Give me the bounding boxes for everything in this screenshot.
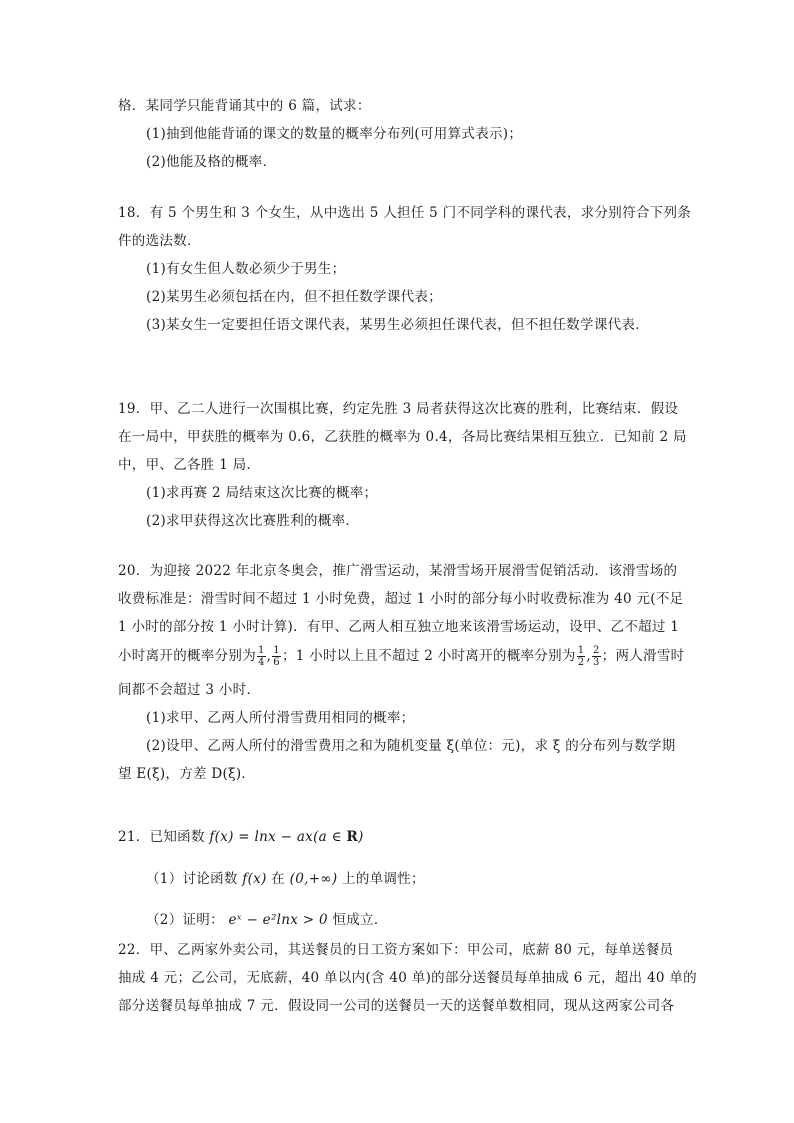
q21-part1-interval: (0,+∞) bbox=[289, 871, 338, 887]
q20-part2: (2)设甲、乙两人所付的滑雪费用之和为随机变量 ξ(单位：元)，求 ξ 的分布列与数学期 bbox=[146, 738, 676, 754]
q21-part2-text-a: （2）证明： bbox=[146, 912, 224, 928]
fraction-1-6 bbox=[272, 645, 281, 668]
q17-part1: (1)抽到他能背诵的课文的数量的概率分布列(可用算式表示)； bbox=[146, 126, 523, 142]
q17-intro: 格．某同学只能背诵其中的 6 篇，试求： bbox=[118, 98, 371, 114]
frac-numerator: 1 bbox=[577, 645, 585, 656]
q19-part2: (2)求甲获得这次比赛胜利的概率． bbox=[146, 513, 360, 529]
frac-denominator: 4 bbox=[258, 657, 265, 668]
q19-part1: (1)求再赛 2 局结束这次比赛的概率； bbox=[146, 485, 378, 501]
q20-line2: 收费标准是：滑雪时间不超过 1 小时免费，超过 1 小时的部分每小时收费标准为 40 元(不足 bbox=[118, 591, 684, 607]
q19-line2: 在一局中，甲获胜的概率为 0.6，乙获胜的概率为 0.4，各局比赛结果相互独立．已知前 2 局 bbox=[118, 429, 687, 445]
q21-part1 bbox=[146, 869, 425, 889]
q20-line4-text-c: ；两人滑雪时 bbox=[601, 648, 685, 664]
real-set-symbol: R bbox=[346, 829, 359, 845]
q18-line1: 18．有 5 个男生和 3 个女生，从中选出 5 人担任 5 门不同学科的课代表，求分别符合下列条 bbox=[118, 205, 692, 221]
q21-text: 21．已知函数 bbox=[118, 829, 205, 845]
fraction-1-4 bbox=[257, 645, 266, 668]
frac-denominator: 3 bbox=[592, 657, 600, 668]
q19-line3: 中，甲、乙各胜 1 局． bbox=[118, 457, 261, 473]
q20-part2-cont: 望 E(ξ)，方差 D(ξ)． bbox=[118, 766, 256, 782]
q21-part2 bbox=[146, 910, 388, 930]
q18-part2: (2)某男生必须包括在内，但不担任数学课代表； bbox=[146, 289, 443, 305]
q20-line4: 小时离开的概率分别为 $\frac{1}{4}$ , $\frac{1}{6}$ ；1 小时以上且不超过 2 小时离开的概率分别为 $\frac{1}{2}$ , $\frac{2}{3}$ ；两人滑雪时 bbox=[118, 645, 685, 668]
q21-part1-text-a: （1）讨论函数 bbox=[146, 871, 238, 887]
fraction-1-2 bbox=[577, 645, 586, 668]
q22-line1: 22．甲、乙两家外卖公司，其送餐员的日工资方案如下：甲公司，底薪 80 元，每单送餐员 bbox=[118, 942, 674, 958]
q21-formula-close: ) bbox=[358, 829, 364, 845]
q21-part1-text-b: 在 bbox=[271, 871, 286, 887]
q18-part1: (1)有女生但人数必须少于男生； bbox=[146, 261, 346, 277]
q22-line3: 部分送餐员每单抽成 7 元．假设同一公司的送餐员一天的送餐单数相同，现从这两家公司各 bbox=[118, 998, 675, 1014]
q20-line4-text-a: 小时离开的概率分别为 bbox=[118, 648, 256, 664]
frac-numerator: 1 bbox=[258, 645, 265, 656]
frac-denominator: 6 bbox=[273, 657, 280, 668]
q20-line1: 20．为迎接 2022 年北京冬奥会，推广滑雪运动，某滑雪场开展滑雪促销活动．该滑雪场的 bbox=[118, 563, 678, 579]
q18-part3: (3)某女生一定要担任语文课代表，某男生必须担任课代表，但不担任数学课代表． bbox=[146, 317, 650, 333]
frac-denominator: 2 bbox=[577, 657, 585, 668]
q21-part2-inequality: eˣ − e²lnx > 0 bbox=[228, 912, 328, 928]
q21-line1 bbox=[118, 827, 364, 847]
q20-line5: 间都不会超过 3 小时． bbox=[118, 682, 261, 698]
q20-line4-text-b: ；1 小时以上且不超过 2 小时离开的概率分别为 bbox=[281, 648, 576, 664]
q21-formula: f(x) = lnx − ax(a ∈ bbox=[209, 829, 347, 845]
q21-part2-text-b: 恒成立． bbox=[332, 912, 388, 928]
q19-line1: 19．甲、乙二人进行一次围棋比赛，约定先胜 3 局者获得这次比赛的胜利，比赛结束．假设 bbox=[118, 401, 679, 417]
fraction-2-3 bbox=[592, 645, 601, 668]
q22-line2: 抽成 4 元；乙公司，无底薪，40 单以内(含 40 单)的部分送餐员每单抽成 6 元，超出 40 单的 bbox=[118, 970, 697, 986]
q20-line3: 1 小时的部分按 1 小时计算)．有甲、乙两人相互独立地来该滑雪场运动，设甲、乙不超过 1 bbox=[118, 619, 680, 635]
q21-part1-function: f(x) bbox=[242, 871, 267, 887]
q20-part1: (1)求甲、乙两人所付滑雪费用相同的概率； bbox=[146, 710, 415, 726]
frac-numerator: 2 bbox=[592, 645, 600, 656]
frac-numerator: 1 bbox=[273, 645, 280, 656]
q17-part2: (2)他能及格的概率． bbox=[146, 154, 277, 170]
q18-line2: 件的选法数． bbox=[118, 233, 201, 249]
q21-part1-text-c: 上的单调性； bbox=[342, 871, 425, 887]
